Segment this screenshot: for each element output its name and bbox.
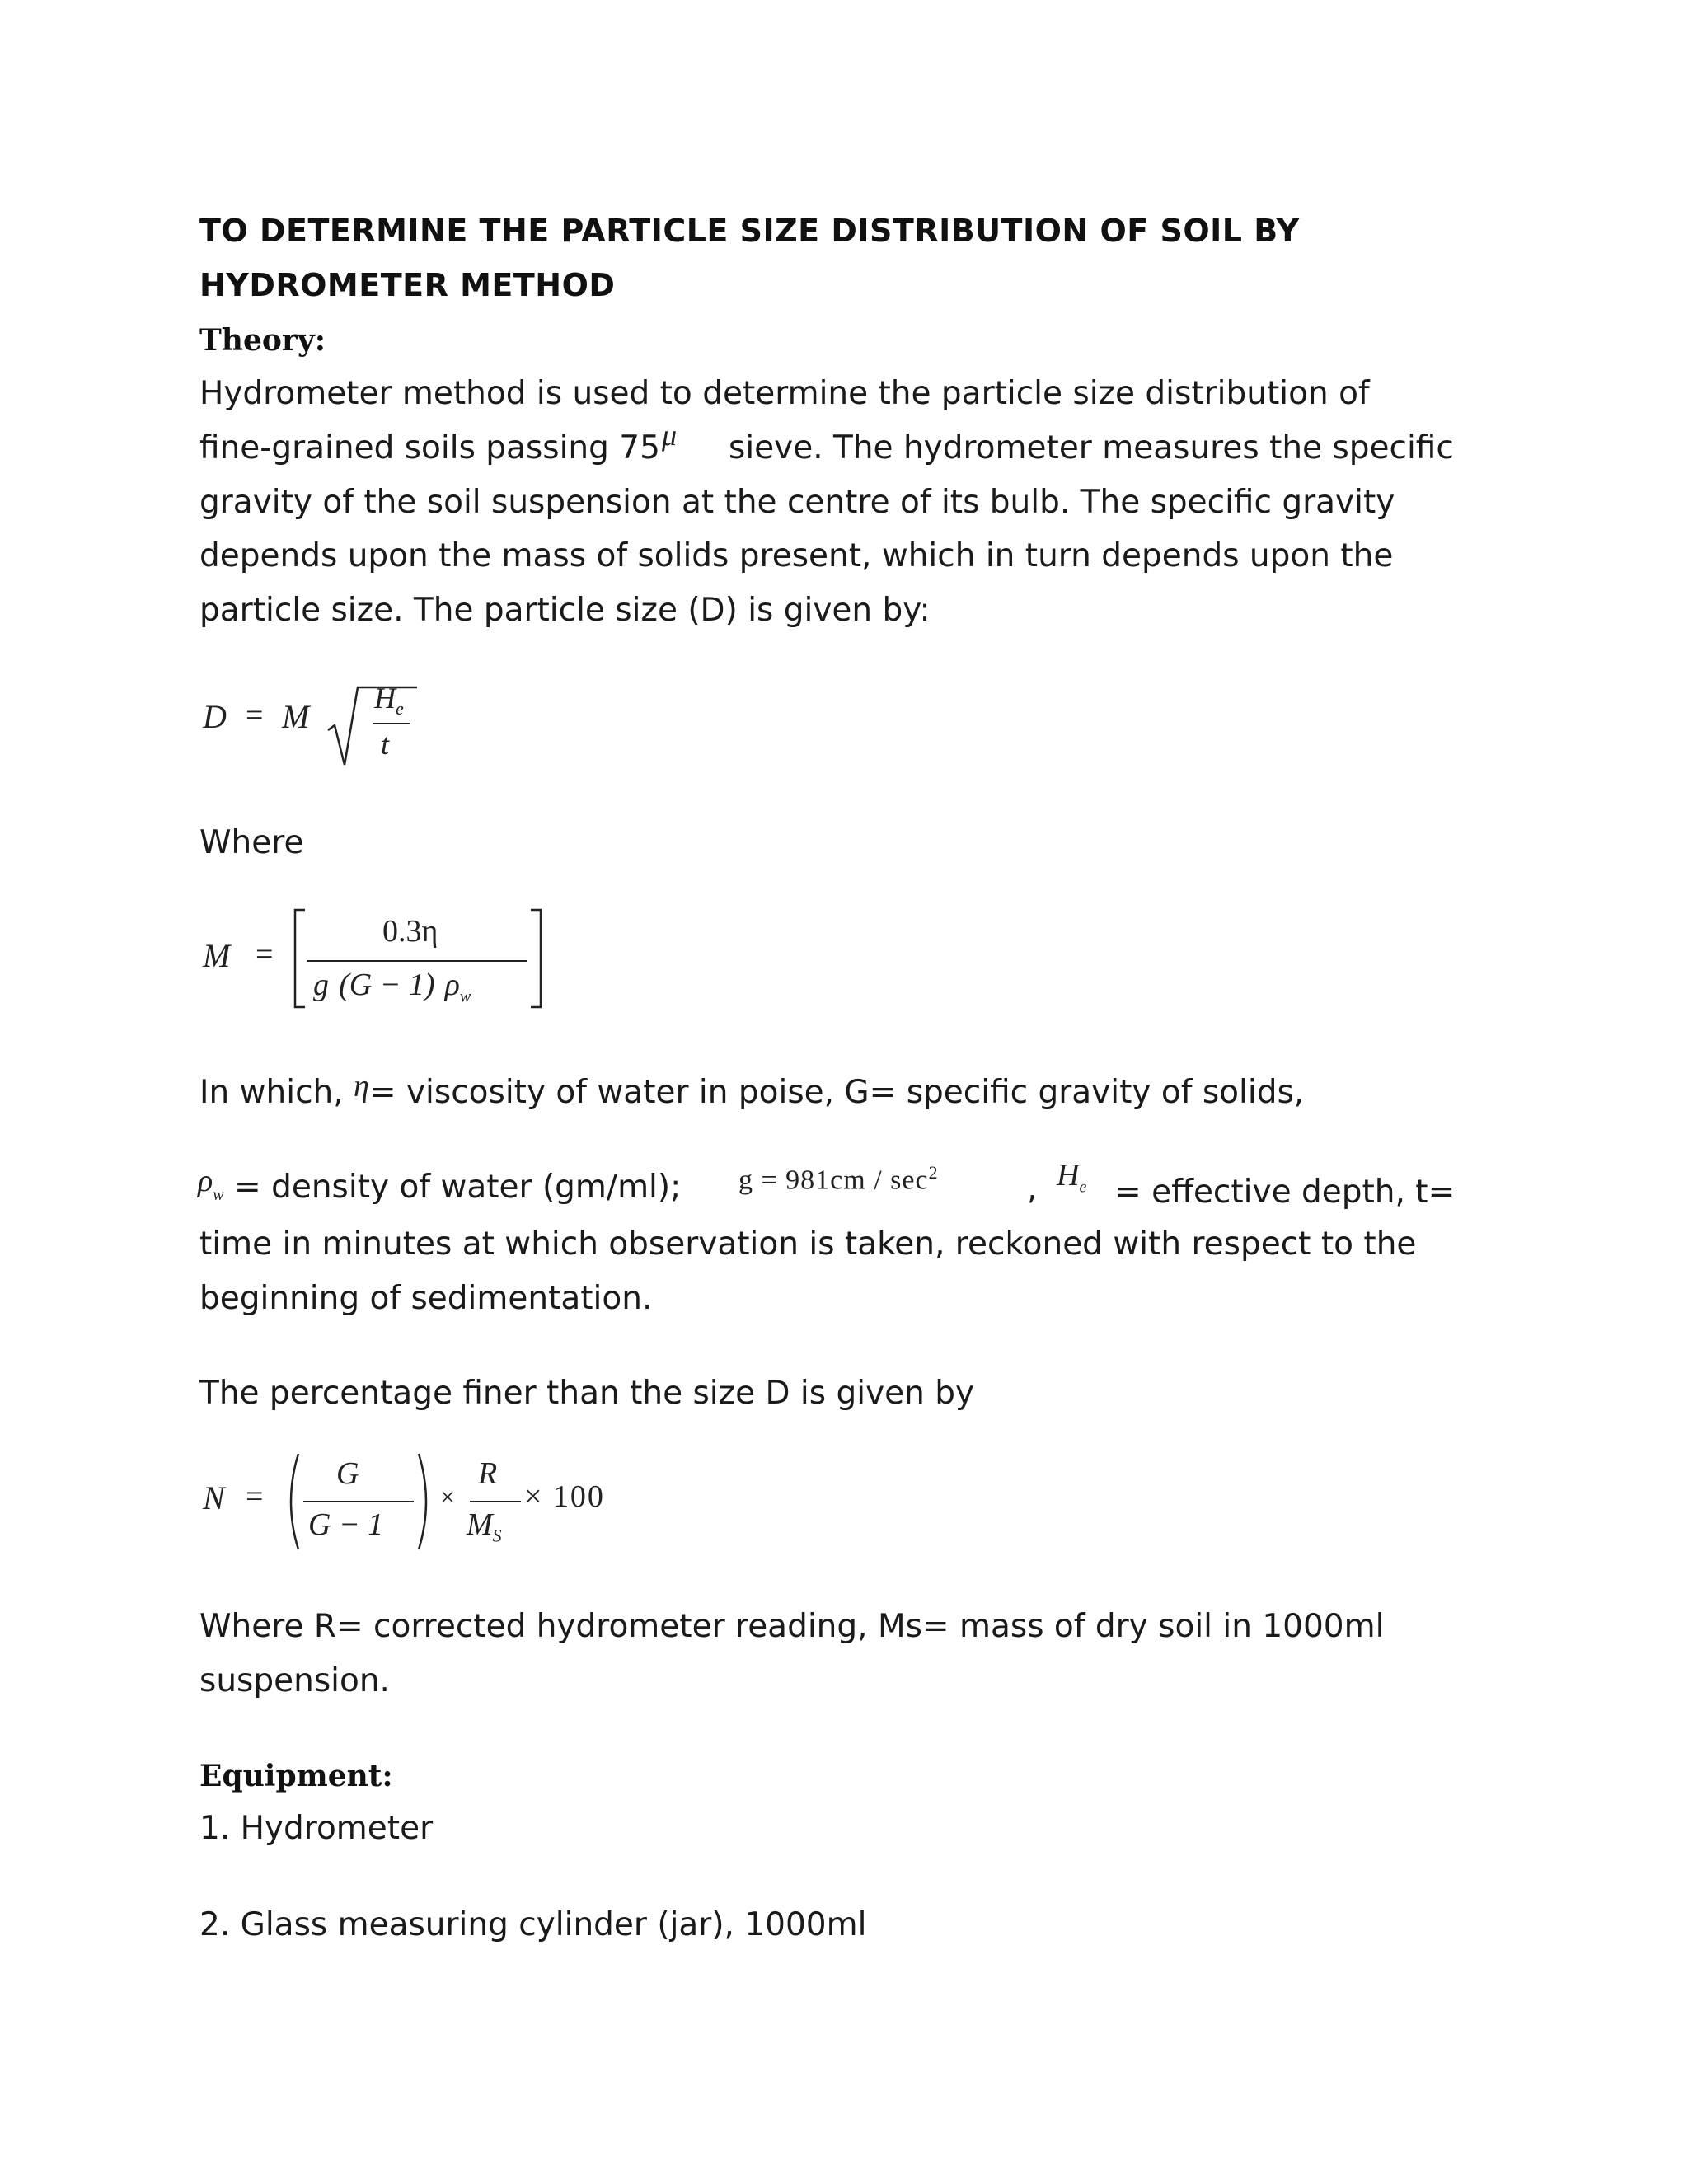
theory-line-2-text: fine-grained soils passing 75 xyxy=(199,429,660,466)
formula-m-den-rho-sub: w xyxy=(459,987,471,1006)
density-line xyxy=(198,1164,682,1210)
theory-line-4: depends upon the mass of solids present, which in turn depends upon the xyxy=(199,537,1394,574)
formula-d-m: M xyxy=(282,698,310,735)
formula-n-frac2-den-m: M xyxy=(467,1507,493,1542)
formula-n xyxy=(198,1451,643,1558)
in-which-line xyxy=(199,1069,1305,1111)
comma-separator: , xyxy=(1027,1170,1038,1207)
formula-m-lhs: M xyxy=(203,937,231,974)
formula-n-frac1-den: G − 1 xyxy=(308,1507,384,1542)
eta-symbol: η xyxy=(354,1069,369,1104)
theory-heading: Theory: xyxy=(199,323,326,358)
theory-line-2-continued: sieve. The hydrometer measures the specific xyxy=(729,429,1454,466)
effective-depth-text: = effective depth, t= xyxy=(1114,1174,1456,1211)
time-line-1: time in minutes at which observation is taken, reckoned with respect to the xyxy=(199,1226,1417,1263)
formula-d-num xyxy=(374,681,404,719)
where-r-line-2: suspension. xyxy=(199,1662,390,1699)
formula-n-equals: = xyxy=(246,1479,264,1514)
he-symbol xyxy=(1057,1157,1086,1197)
page-title-line-2: HYDROMETER METHOD xyxy=(199,267,616,303)
theory-line-3: gravity of the soil suspension at the centre of its bulb. The specific gravity xyxy=(199,484,1395,521)
formula-d-num-sub: e xyxy=(396,698,404,719)
formula-m-equals: = xyxy=(256,937,274,972)
mu-symbol: μ xyxy=(661,419,678,452)
percentage-line: The percentage finer than the size D is given by xyxy=(199,1375,975,1412)
formula-d-num-h: H xyxy=(374,682,396,715)
formula-n-frac1-num: G xyxy=(336,1456,359,1491)
formula-n-lhs: N xyxy=(203,1479,225,1516)
theory-line-5: particle size. The particle size (D) is given by: xyxy=(199,592,931,629)
formula-m-den-g: g xyxy=(313,968,329,1002)
density-text: = density of water (gm/ml); xyxy=(234,1169,682,1206)
where-r-line-1: Where R= corrected hydrometer reading, Ms= mass of dry soil in 1000ml xyxy=(199,1608,1385,1645)
time-line-2: beginning of sedimentation. xyxy=(199,1280,653,1317)
formula-m-den-paren: (G − 1) xyxy=(339,968,435,1002)
formula-n-frac2-den xyxy=(467,1507,502,1547)
formula-d-equals: = xyxy=(246,698,264,733)
where-label: Where xyxy=(199,824,304,861)
he-symbol-h: H xyxy=(1057,1158,1080,1193)
equipment-item-1: 1. Hydrometer xyxy=(199,1810,434,1847)
page-title-line-1: TO DETERMINE THE PARTICLE SIZE DISTRIBUTION OF SOIL BY xyxy=(199,213,1300,249)
formula-m-numerator: 0.3η xyxy=(382,914,438,949)
formula-n-frac2-den-sub: S xyxy=(492,1525,502,1546)
formula-n-times: × xyxy=(440,1482,456,1511)
formula-d-lhs: D xyxy=(203,698,227,735)
formula-n-frac2-num: R xyxy=(478,1456,498,1491)
equipment-heading: Equipment: xyxy=(199,1759,393,1793)
theory-line-2 xyxy=(199,419,678,466)
formula-particle-size xyxy=(198,668,437,775)
g-formula-exp: 2 xyxy=(928,1162,939,1183)
equipment-item-2: 2. Glass measuring cylinder (jar), 1000ml xyxy=(199,1906,867,1943)
formula-m xyxy=(198,905,560,1015)
he-symbol-sub: e xyxy=(1079,1178,1087,1197)
formula-d-den: t xyxy=(381,728,390,761)
in-which-prefix: In which, xyxy=(199,1074,344,1111)
rho-sub: w xyxy=(213,1185,224,1204)
in-which-text: = viscosity of water in poise, G= specific gravity of solids, xyxy=(368,1074,1305,1111)
formula-m-den-rho: ρ xyxy=(444,968,460,1002)
formula-n-tail: × 100 xyxy=(524,1479,605,1514)
formula-m-denominator xyxy=(313,966,471,1007)
g-formula xyxy=(738,1162,939,1196)
g-formula-text: g = 981cm / sec xyxy=(738,1165,929,1196)
rho-symbol: ρ xyxy=(198,1164,213,1198)
theory-line-1: Hydrometer method is used to determine the particle size distribution of xyxy=(199,375,1370,412)
